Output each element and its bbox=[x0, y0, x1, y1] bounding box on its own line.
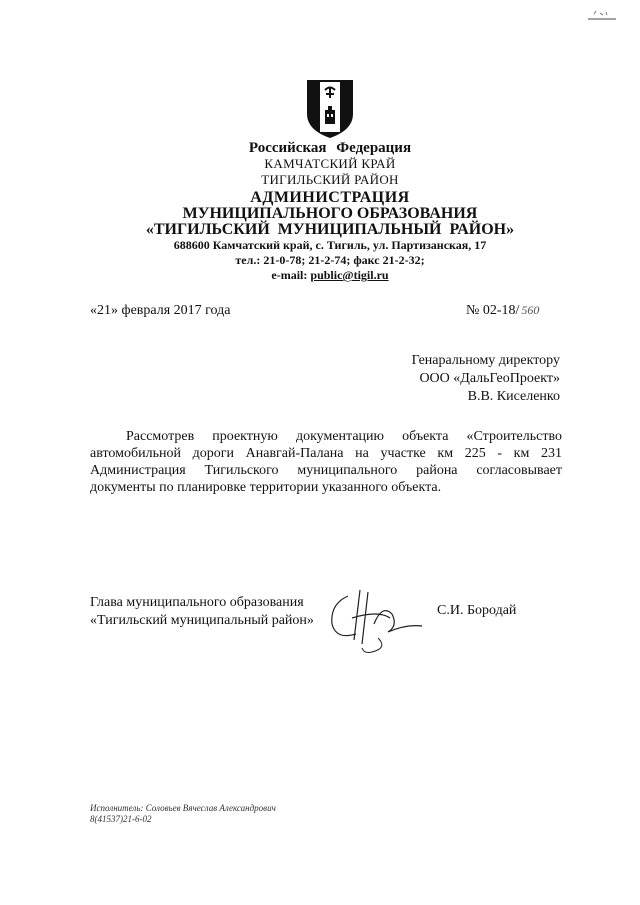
coat-of-arms-emblem bbox=[305, 78, 355, 140]
email-label: e-mail: bbox=[271, 268, 311, 282]
signatory-title-line1: Глава муниципального образования bbox=[90, 595, 304, 610]
krai-line: КАМЧАТСКИЙ КРАЙ bbox=[264, 156, 396, 171]
rayon-line: ТИГИЛЬСКИЙ РАЙОН bbox=[261, 172, 399, 187]
municipal-formation-title: МУНИЦИПАЛЬНОГО ОБРАЗОВАНИЯ bbox=[182, 205, 478, 222]
handwritten-signature bbox=[318, 574, 430, 658]
phones-line: тел.: 21-0-78; 21-2-74; факс 21-2-32; bbox=[235, 253, 425, 267]
email-line bbox=[140, 268, 520, 283]
executor-phone: 8(41537)21-6-02 bbox=[90, 814, 152, 824]
addressee-name: В.В. Киселенко bbox=[467, 389, 560, 404]
executor-name: Исполнитель: Соловьев Вячеслав Александрович bbox=[90, 803, 276, 813]
addressee-block bbox=[380, 352, 560, 406]
signatory-title-line2: «Тигильский муниципальный район» bbox=[90, 613, 314, 628]
signatory-title bbox=[90, 594, 314, 630]
address-line: 688600 Камчатский край, с. Тигиль, ул. Партизанская, 17 bbox=[173, 238, 487, 252]
letterhead bbox=[140, 140, 520, 283]
letter-number-handwritten: 560 bbox=[521, 303, 540, 317]
letter-number-printed: № 02-18/ bbox=[466, 303, 520, 318]
addressee-company: ООО «ДальГеоПроект» bbox=[419, 371, 560, 386]
corner-scribble-mark bbox=[586, 8, 618, 22]
letter-body: Рассмотрев проектную документацию объекта «Строительство автомобильной дороги Анавгай-Палана на участке км 225 - км 231 Администрация Тигильского муниципального района согласовывает документы по планировке территории указанного объекта. bbox=[90, 429, 562, 495]
letter-date: «21» февраля 2017 года bbox=[90, 303, 231, 318]
signatory-name: С.И. Бородай bbox=[437, 603, 517, 618]
email-link[interactable]: public@tigil.ru bbox=[310, 268, 389, 282]
executor-footer bbox=[90, 803, 276, 825]
federation-line: Российская Федерация bbox=[248, 140, 412, 156]
district-name-title: «ТИГИЛЬСКИЙ МУНИЦИПАЛЬНЫЙ РАЙОН» bbox=[145, 221, 515, 238]
letter-number bbox=[466, 303, 539, 319]
addressee-position: Генаральному директору bbox=[411, 353, 560, 368]
administration-title: АДМИНИСТРАЦИЯ bbox=[250, 189, 410, 206]
